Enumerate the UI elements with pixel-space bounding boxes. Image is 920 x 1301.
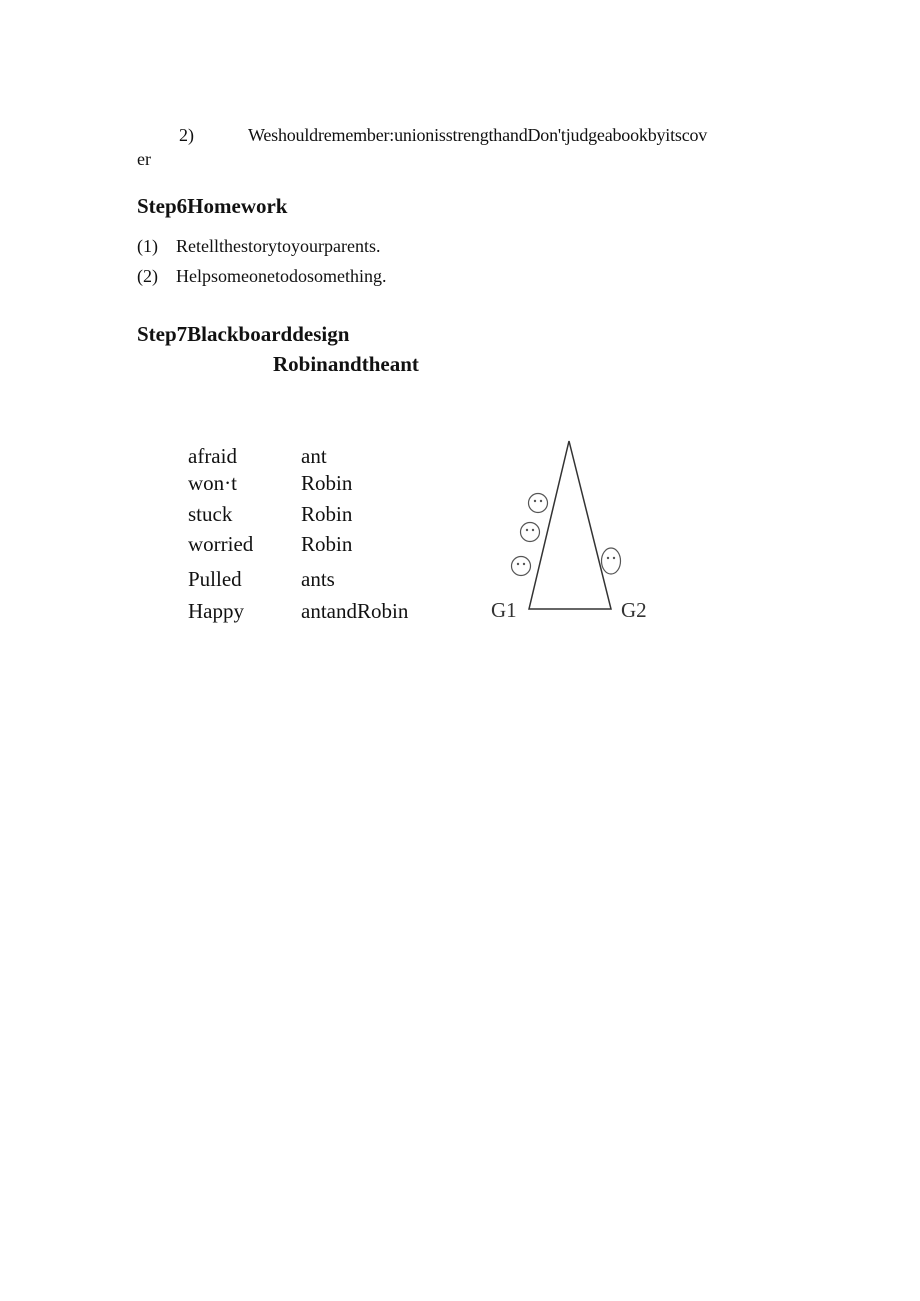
row-word: worried	[188, 532, 254, 556]
face-icon	[529, 494, 548, 513]
g2-label: G2	[621, 598, 647, 622]
point-text-wrap: er	[137, 149, 151, 169]
triangle-shape	[529, 441, 611, 609]
step6-heading: Step6Homework	[137, 194, 288, 218]
row-word: Happy	[188, 599, 244, 623]
face-icon	[602, 548, 621, 574]
homework-item-2-text: Helpsomeonetodosomething.	[176, 266, 387, 286]
row-who: ants	[301, 567, 335, 591]
point-text: Weshouldremember:unionisstrengthandDon'tjudgeabookbyitscov	[248, 125, 708, 145]
blackboard-title: Robinandtheant	[273, 352, 419, 376]
face-icon	[521, 523, 540, 542]
row-word: stuck	[188, 502, 233, 526]
g1-label: G1	[491, 598, 517, 622]
row-word: won·t	[188, 471, 237, 495]
point-number: 2)	[179, 125, 194, 145]
face-icon	[512, 557, 531, 576]
row-who: antandRobin	[301, 599, 409, 623]
row-word: Pulled	[188, 567, 242, 591]
homework-item-1-number: (1)	[137, 236, 158, 256]
row-who: ant	[301, 444, 327, 468]
step7-heading: Step7Blackboarddesign	[137, 322, 350, 346]
row-word: afraid	[188, 444, 237, 468]
homework-item-1-text: Retellthestorytoyourparents.	[176, 236, 381, 256]
row-who: Robin	[301, 471, 353, 495]
row-who: Robin	[301, 532, 353, 556]
row-who: Robin	[301, 502, 353, 526]
homework-item-2-number: (2)	[137, 266, 158, 286]
